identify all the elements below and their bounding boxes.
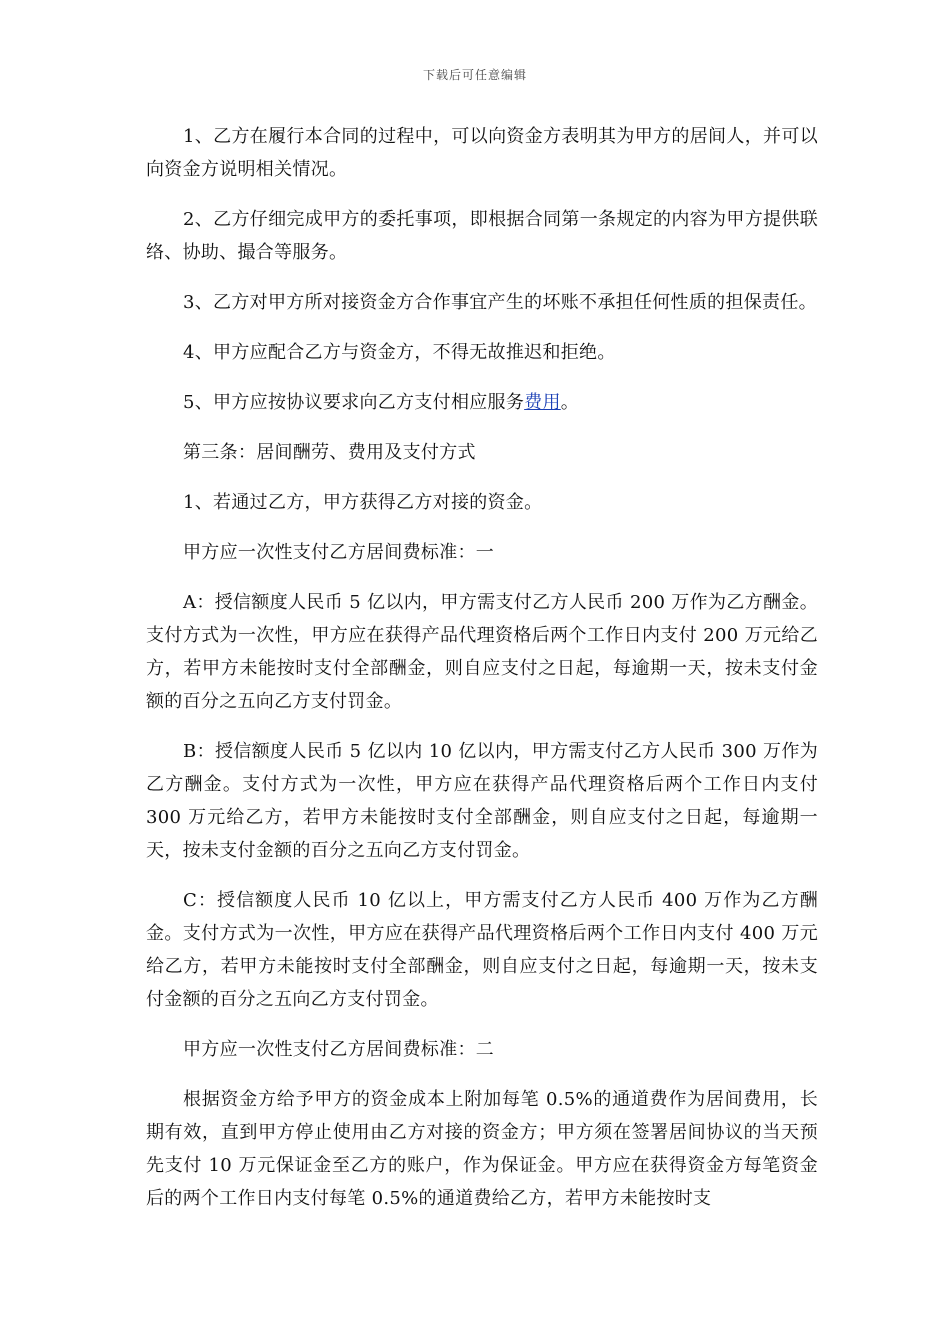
clause-paragraph: 1、乙方在履行本合同的过程中，可以向资金方表明其为甲方的居间人，并可以向资金方说明相关情况。 (146, 126, 818, 180)
fee-link[interactable]: 费用 (524, 392, 561, 413)
section-heading: 第三条：居间酬劳、费用及支付方式 (183, 442, 476, 463)
clause-paragraph: 2、乙方仔细完成甲方的委托事项，即根据合同第一条规定的内容为甲方提供联络、协助、撮合等服务。 (146, 209, 818, 263)
clause-paragraph: 1、若通过乙方，甲方获得乙方对接的资金。 (183, 492, 543, 513)
header-note: 下载后可任意编辑 (422, 68, 527, 82)
clause-paragraph: 根据资金方给予甲方的资金成本上附加每笔 0.5%的通道费作为居间费用，长期有效，直到甲方停止使用由乙方对接的资金方；甲方须在签署居间协议的当天预先支付 10 万元保证金至乙方的账户，作为保证金。甲方应在获得资金方每笔资金后的两个工作日内支付每笔 0.5%的通道费给乙方，若甲方未能按时支 (146, 1089, 818, 1209)
clause-paragraph: 3、乙方对甲方所对接资金方合作事宜产生的坏账不承担任何性质的担保责任。 (183, 292, 817, 313)
fee-standard-heading: 甲方应一次性支付乙方居间费标准：二 (183, 1039, 495, 1060)
fee-standard-heading: 甲方应一次性支付乙方居间费标准：一 (183, 542, 495, 563)
fee-option-c: C：授信额度人民币 10 亿以上，甲方需支付乙方人民币 400 万作为乙方酬金。支付方式为一次性，甲方应在获得产品代理资格后两个工作日内支付 400 万元给乙方，若甲方未能按时支付全部酬金，则自应支付之日起，每逾期一天，按未支付金额的百分之五向乙方支付罚金。 (146, 890, 818, 1010)
clause-paragraph: 4、甲方应配合乙方与资金方，不得无故推迟和拒绝。 (183, 342, 616, 363)
clause-text: 5、甲方应按协议要求向乙方支付相应服务 (183, 392, 525, 413)
clause-text: 。 (560, 392, 580, 413)
clause-paragraph (146, 386, 818, 419)
fee-option-b: B：授信额度人民币 5 亿以内 10 亿以内，甲方需支付乙方人民币 300 万作为乙方酬金。支付方式为一次性，甲方应在获得产品代理资格后两个工作日内支付 300 万元给乙方，若甲方未能按时支付全部酬金，则自应支付之日起，每逾期一天，按未支付金额的百分之五向乙方支付罚金。 (146, 741, 818, 861)
fee-option-a: A：授信额度人民币 5 亿以内，甲方需支付乙方人民币 200 万作为乙方酬金。支付方式为一次性，甲方应在获得产品代理资格后两个工作日内支付 200 万元给乙方，若甲方未能按时支付全部酬金，则自应支付之日起，每逾期一天，按未支付金额的百分之五向乙方支付罚金。 (146, 592, 818, 712)
contract-body (146, 120, 818, 1232)
